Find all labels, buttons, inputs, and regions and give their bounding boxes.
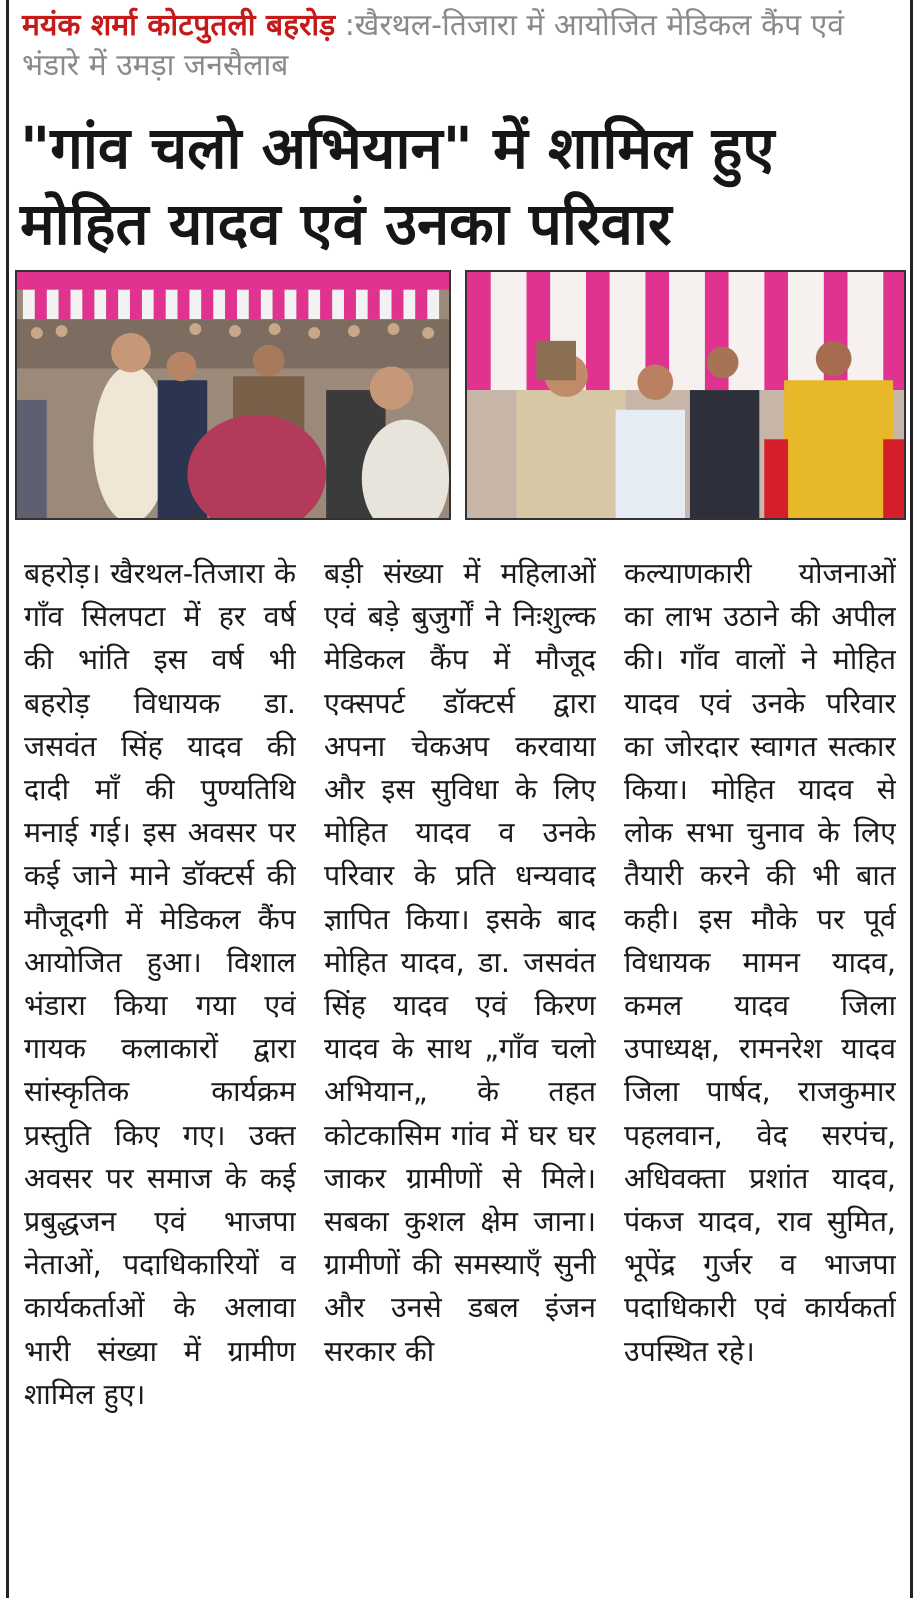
article-body	[24, 552, 896, 1592]
author-name: मयंक शर्मा कोटपुतली बहरोड़	[22, 8, 336, 43]
photo-medical-camp	[15, 270, 451, 520]
article-column-2: बड़ी संख्या में महिलाओं एवं बड़े बुजुर्गों ने निःशुल्क मेडिकल कैंप में मौजूद एक्सपर्ट डॉक्टर्स द्वारा अपना चेकअप करवाया और इस सुविधा के लिए मोहित यादव व उनके परिवार के प्रति धन्यवाद ज्ञापित किया। इसके बाद मोहित यादव, डा. जसवंत सिंह यादव एवं किरण यादव के साथ „गाँव चलो अभियान„ के तहत कोटकासिम गांव में घर घर जाकर ग्रामीणों से मिले। सबका कुशल क्षेम जाना। ग्रामीणों की समस्याएँ सुनी और उनसे डबल इंजन सरकार की	[324, 557, 596, 1368]
article-column-1: बहरोड़। खैरथल-तिजारा के गाँव सिलपटा में हर वर्ष की भांति इस वर्ष भी बहरोड़ विधायक डा. जसवंत सिंह यादव की दादी माँ की पुण्यतिथि मनाई गई। इस अवसर पर कई जाने माने डॉक्टर्स की मौजूदगी में मेडिकल कैंप आयोजित हुआ। विशाल भंडारा किया गया एवं गायक कलाकारों द्वारा सांस्कृतिक कार्यक्रम प्रस्तुति किए गए। उक्त अवसर पर समाज के कई प्रबुद्धजन एवं भाजपा नेताओं, पदाधिकारियों व कार्यकर्ताओं के अलावा भारी संख्या में ग्रामीण शामिल हुए।	[24, 557, 296, 1411]
guests-illustration	[467, 272, 904, 518]
deck-text: :खैरथल-तिजारा में आयोजित मेडिकल कैंप एवं भंडारे में उमड़ा जनसैलाब	[22, 8, 844, 83]
photo-seated-guests	[465, 270, 906, 520]
byline	[22, 6, 902, 86]
headline: "गांव चलो अभियान" में शामिल हुए मोहित यादव एवं उनका परिवार	[20, 114, 775, 258]
article-column-3: कल्याणकारी योजनाओं का लाभ उठाने की अपील की। गाँव वालों ने मोहित यादव एवं उनके परिवार का जोरदार स्वागत सत्कार किया। मोहित यादव से लोक सभा चुनाव के लिए तैयारी करने की भी बात कही। इस मौके पर पूर्व विधायक मामन यादव, कमल यादव जिला उपाध्यक्ष, रामनरेश यादव जिला पार्षद, राजकुमार पहलवान, वेद सरपंच, अधिवक्ता प्रशांत यादव, पंकज यादव, राव सुमित, भूपेंद्र गुर्जर व भाजपा पदाधिकारी एवं कार्यकर्ता उपस्थित रहे।	[624, 557, 896, 1368]
crowd-illustration	[17, 272, 449, 518]
